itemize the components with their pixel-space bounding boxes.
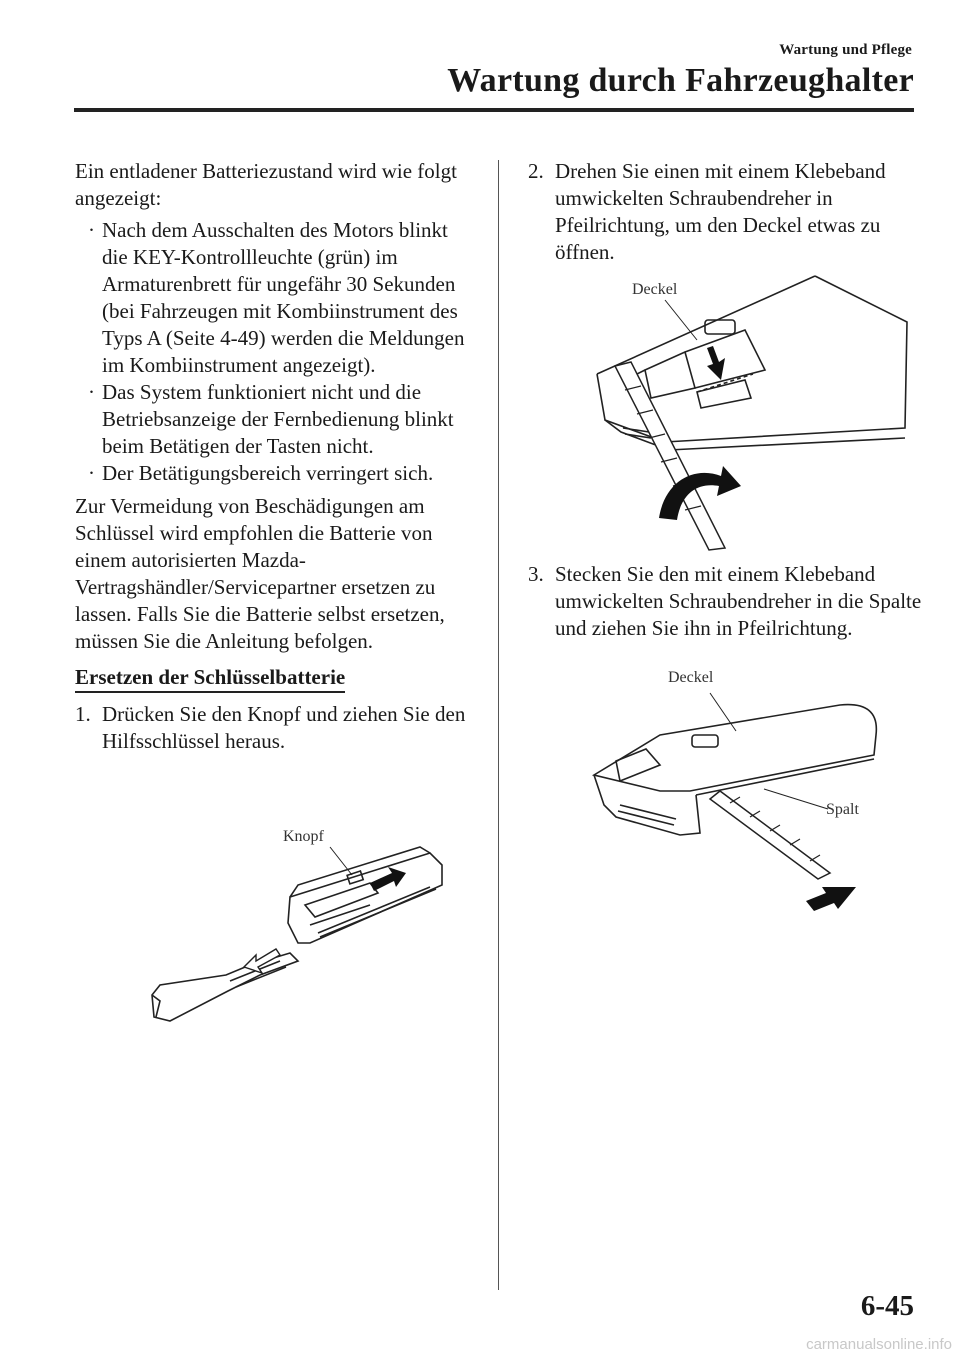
- key-illustration-1: [130, 825, 470, 1045]
- page-number: 6-45: [860, 1290, 914, 1322]
- key-illustration-3: [580, 665, 890, 925]
- header-rule: [74, 108, 914, 112]
- right-column: [528, 158, 923, 266]
- column-divider: [498, 160, 499, 1290]
- key-illustration-2: [585, 270, 915, 555]
- step-text: Stecken Sie den mit einem Klebeband umwickelten Schraubendreher in die Spalte und ziehen Sie ihn in Pfeilrichtung.: [555, 562, 922, 640]
- symptom-text: Das System funktioniert nicht und die Betriebsanzeige der Fernbedienung blinkt beim Betätigen der Tasten nicht.: [102, 380, 454, 458]
- bullet-mark: ·: [88, 218, 95, 242]
- intro-paragraph: Ein entladener Batteriezustand wird wie folgt angezeigt:: [75, 159, 457, 210]
- step-number: 1.: [75, 702, 91, 726]
- bullet-mark: ·: [88, 380, 95, 404]
- watermark: carmanualsonline.info: [806, 1336, 952, 1353]
- figure-open-cover: [585, 270, 915, 555]
- symptom-text: Nach dem Ausschalten des Motors blinkt die KEY-Kontrollleuchte (grün) im Armaturenbrett für ungefähr 30 Sekunden (bei Fahrzeugen mit Kombiinstrument des Typs A (Seite 4-49) werden die Meldungen im Kombiinstrument angezeigt).: [102, 218, 465, 377]
- symptom-text: Der Betätigungsbereich verringert sich.: [102, 461, 434, 485]
- figure-label-gap: Spalt: [826, 801, 859, 818]
- figure-pull-screwdriver: [580, 665, 890, 925]
- figure-label-cover: Deckel: [668, 669, 714, 686]
- step-3: [528, 561, 923, 642]
- figure-label-button: Knopf: [283, 828, 324, 845]
- step-text: Drehen Sie einen mit einem Klebeband umwickelten Schraubendreher in Pfeilrichtung, um den Deckel etwas zu öffnen.: [555, 159, 886, 264]
- step-1: [75, 701, 475, 755]
- symptom-item: [88, 379, 475, 460]
- right-column-lower: [528, 561, 923, 642]
- left-column: [75, 158, 475, 755]
- section-heading: Ersetzen der Schlüsselbatterie: [75, 665, 345, 693]
- advice-paragraph: Zur Vermeidung von Beschädigungen am Schlüssel wird empfohlen die Batterie von einem autorisierten Mazda-Vertragshändler/Servicepartner ersetzen zu lassen. Falls Sie die Batterie selbst ersetzen, müssen Sie die Anleitung befolgen.: [75, 494, 445, 653]
- step-2: [528, 158, 923, 266]
- figure-label-cover: Deckel: [632, 281, 678, 298]
- figure-remove-aux-key: [130, 825, 470, 1045]
- symptom-list: [75, 217, 475, 487]
- step-number: 3.: [528, 562, 544, 586]
- symptom-item: [88, 217, 475, 379]
- step-text: Drücken Sie den Knopf und ziehen Sie den Hilfsschlüssel heraus.: [102, 702, 466, 753]
- bullet-mark: ·: [88, 461, 95, 485]
- running-header-section: Wartung und Pflege: [779, 42, 912, 58]
- symptom-item: [88, 460, 475, 487]
- step-number: 2.: [528, 159, 544, 183]
- page-title: Wartung durch Fahrzeughalter: [447, 62, 914, 99]
